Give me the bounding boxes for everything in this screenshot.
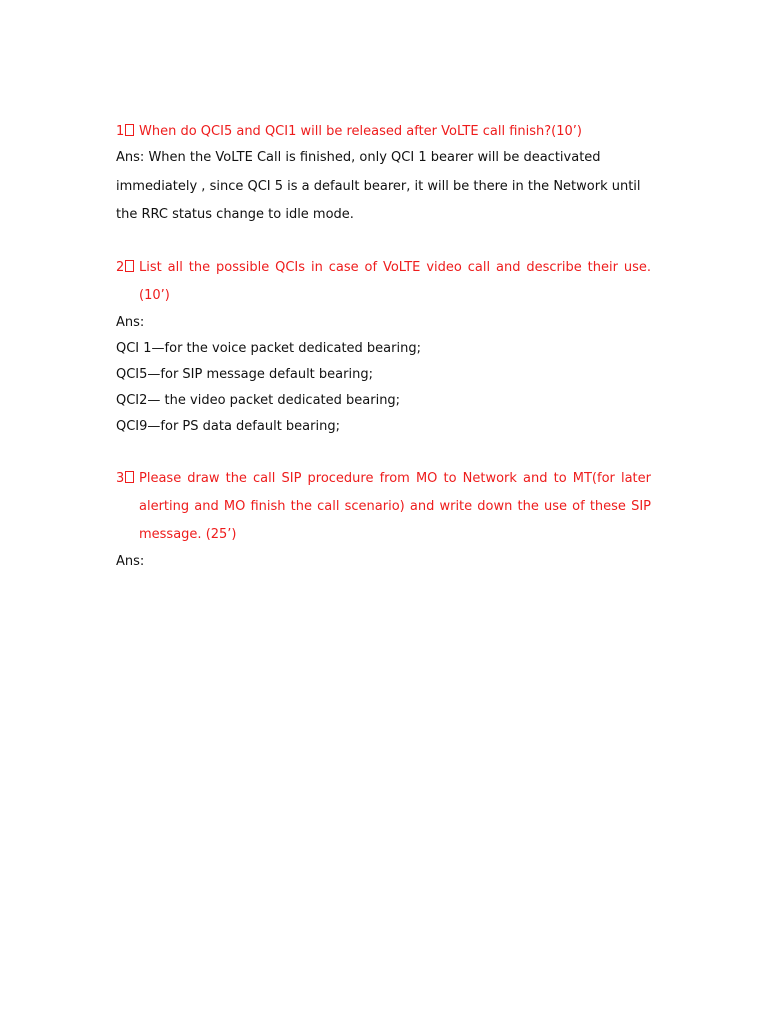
- answer-1: [116, 144, 651, 230]
- answer-2-item: QCI 1—for the voice packet dedicated bearing;: [116, 340, 421, 356]
- question-1-number: 1: [116, 118, 134, 146]
- answer-1-text: When the VoLTE Call is finished, only QCI 1 bearer will be deactivated immediately , since QCI 5 is a default bearer, it will be there in the Network until the RRC status change to idle mode.: [116, 150, 641, 222]
- answer-1-label: Ans:: [116, 150, 145, 165]
- question-3-text: Please draw the call SIP procedure from MO to Network and to MT(for later alerting and MO finish the call scenario) and write down the use of these SIP message. (25’): [139, 470, 651, 542]
- question-1: [116, 118, 651, 146]
- question-2-text: List all the possible QCIs in case of VoLTE video call and describe their use. (10’): [139, 259, 651, 303]
- question-1-text: When do QCI5 and QCI1 will be released after VoLTE call finish?(10’): [139, 124, 582, 139]
- answer-2-item: QCI5—for SIP message default bearing;: [116, 366, 373, 382]
- answer-2-item: QCI9—for PS data default bearing;: [116, 418, 340, 434]
- question-2-number: 2: [116, 254, 134, 282]
- missing-glyph-icon: [125, 471, 134, 483]
- question-3-number: 3: [116, 465, 134, 493]
- question-2: [116, 254, 651, 310]
- missing-glyph-icon: [125, 124, 134, 136]
- question-3: [116, 465, 651, 549]
- answer-2-item: QCI2— the video packet dedicated bearing;: [116, 392, 401, 408]
- answer-2-label: Ans:: [116, 314, 145, 330]
- answer-3-label: Ans:: [116, 553, 145, 569]
- document-page: [116, 118, 651, 575]
- missing-glyph-icon: [125, 260, 134, 272]
